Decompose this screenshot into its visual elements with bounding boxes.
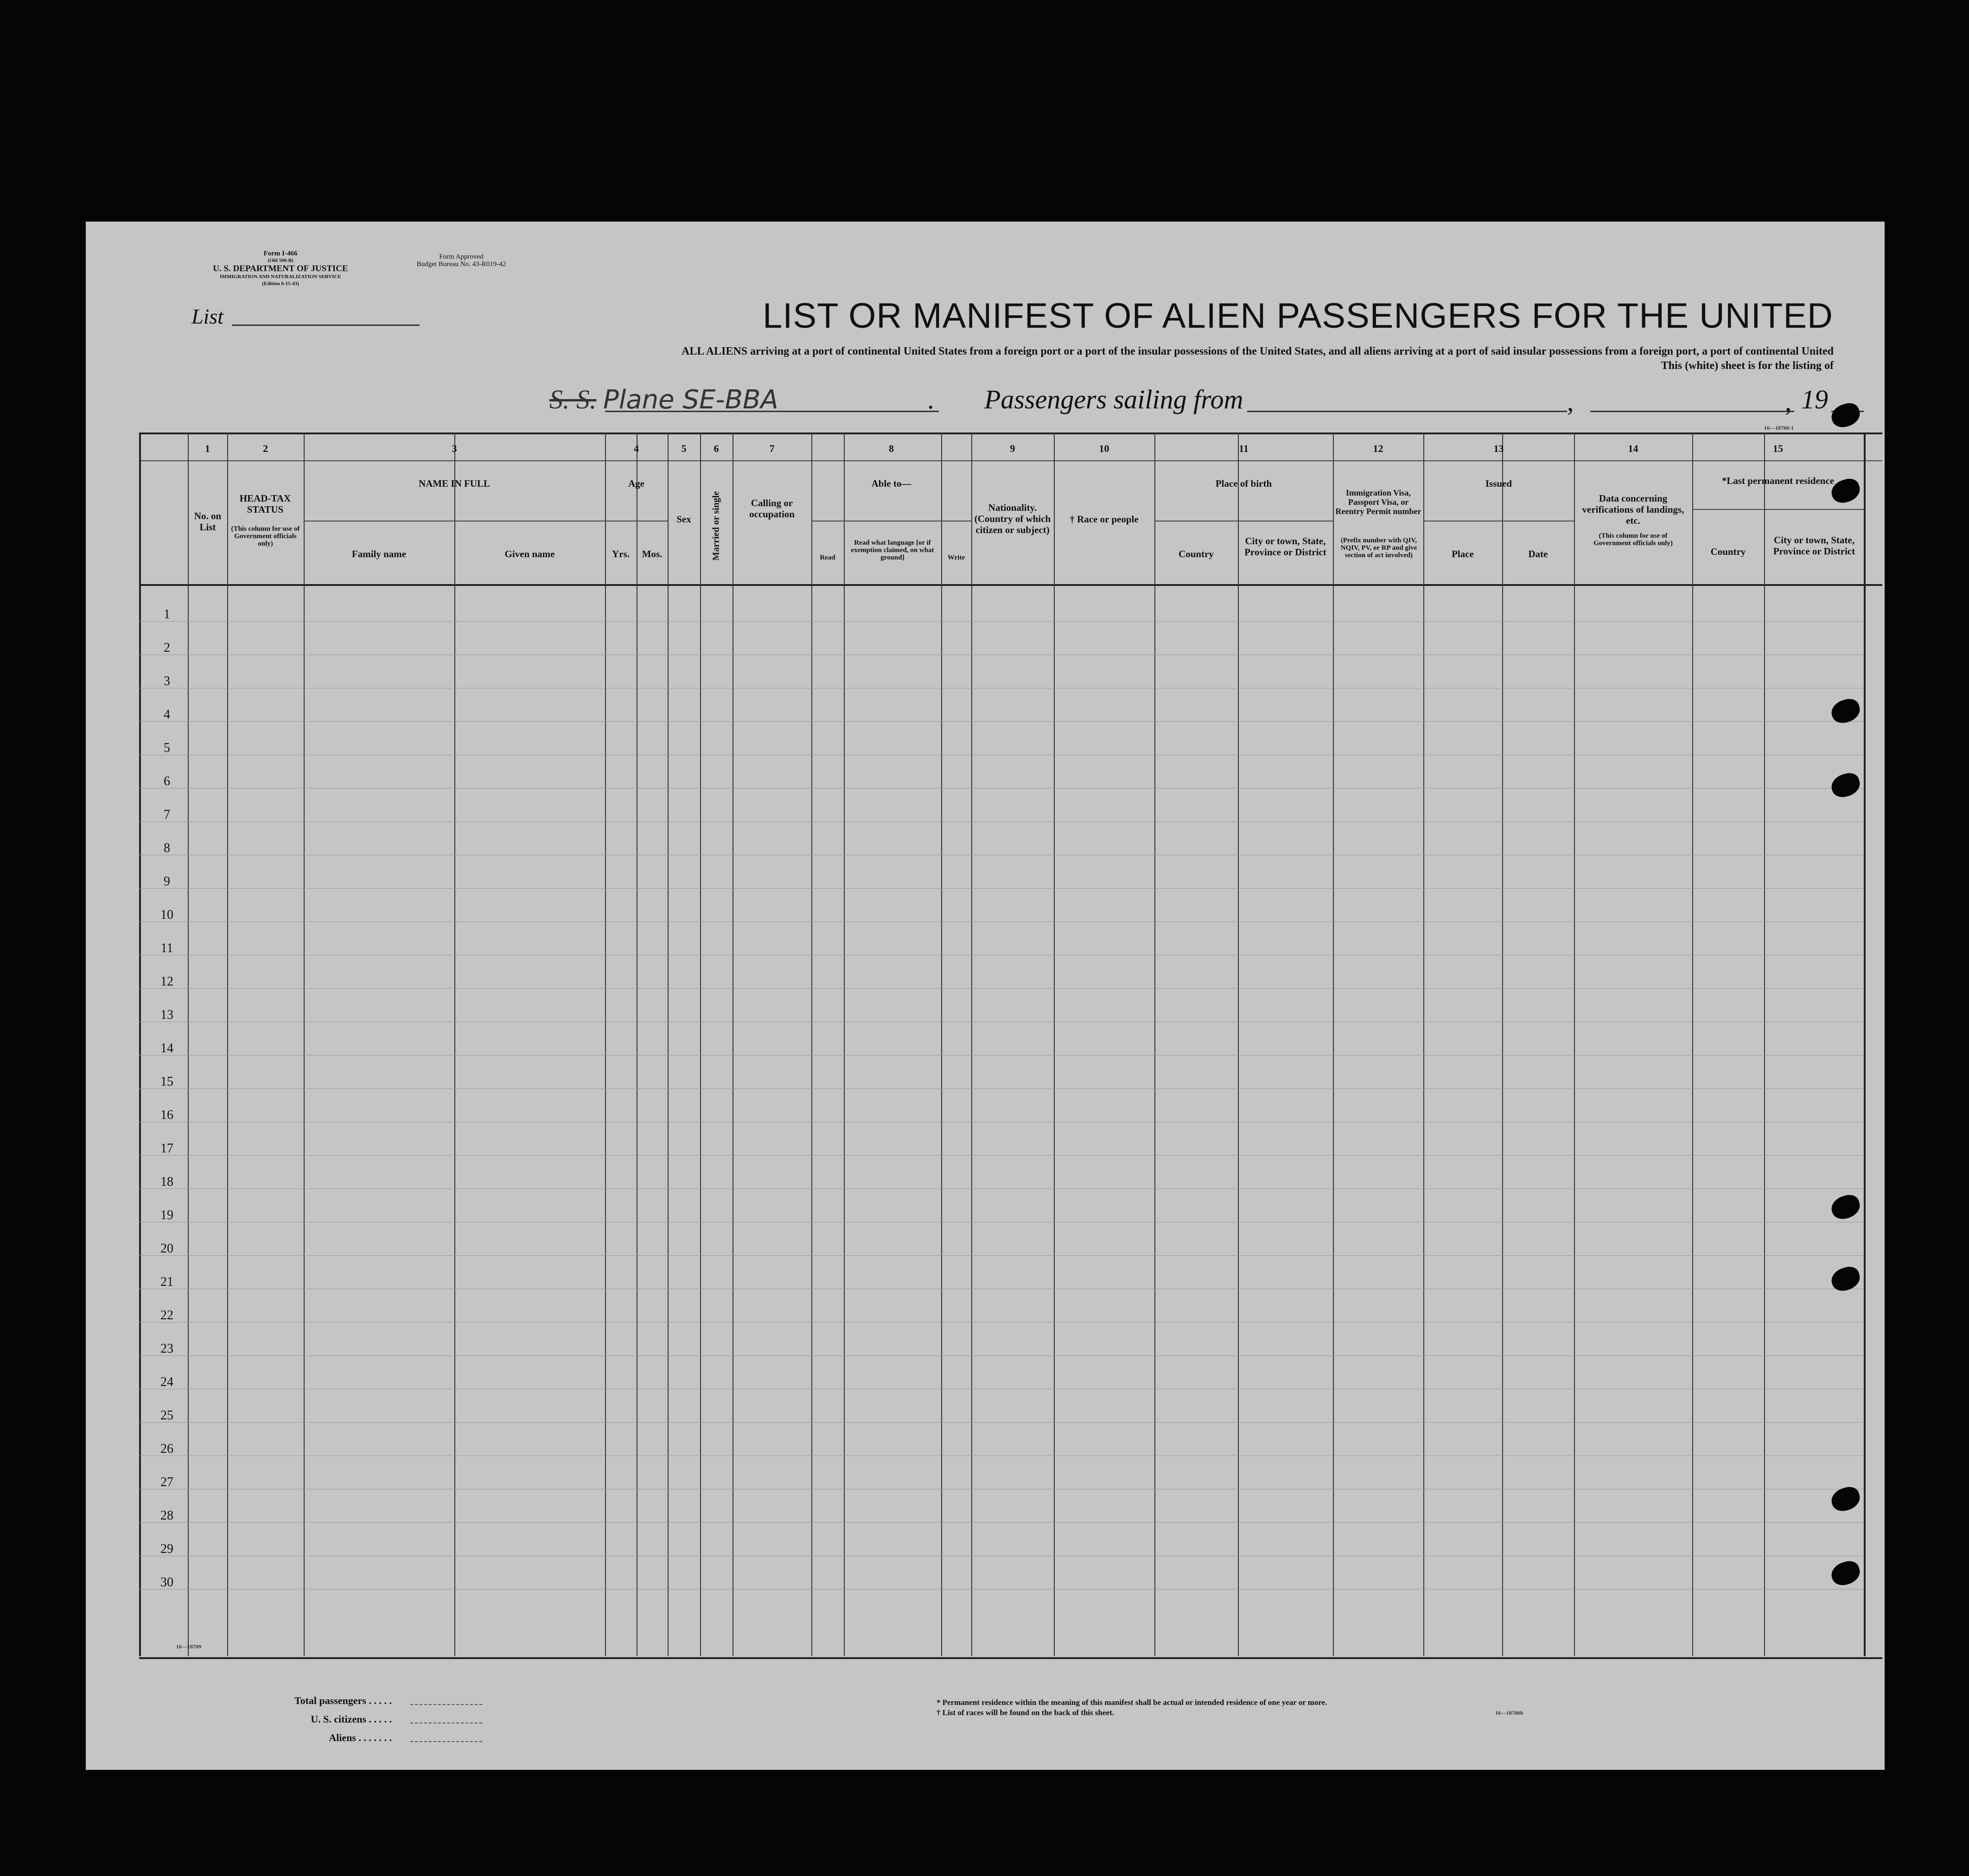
old-form-number: (Old 500-B) (268, 258, 293, 263)
header-head-tax: HEAD-TAX STATUS (239, 493, 291, 515)
manifest-table (139, 432, 1882, 1659)
col-divider (1333, 432, 1334, 1656)
table-row[interactable] (139, 1255, 1864, 1256)
row-number: 23 (160, 1342, 173, 1356)
header-head-tax-note: (This column for use of Government officials only) (231, 525, 300, 547)
header-sex: Sex (676, 514, 691, 525)
table-row[interactable] (139, 1522, 1864, 1523)
row-number: 1 (164, 607, 170, 622)
row-number: 2 (164, 641, 170, 655)
page-title: LIST OR MANIFEST OF ALIEN PASSENGERS FOR THE UNITED (763, 296, 1833, 336)
table-row[interactable] (139, 1422, 1864, 1423)
column-number-rule (139, 460, 1882, 461)
col-number-3: 3 (452, 443, 457, 454)
row-number: 18 (160, 1175, 173, 1189)
table-top-rule (139, 432, 1882, 434)
header-issued-date: Date (1528, 548, 1548, 560)
row-number: 8 (164, 841, 170, 855)
form-header (192, 250, 369, 287)
header-data-concerning: Data concerning verifications of landings, etc. (1582, 493, 1684, 526)
residence-subheader-rule (1692, 509, 1864, 510)
header-name-in-full: NAME IN FULL (418, 478, 490, 489)
manifest-sheet (86, 222, 1885, 1770)
list-label: List (191, 305, 224, 328)
col-number-8: 8 (889, 443, 894, 454)
col-number-4: 4 (634, 443, 639, 454)
col-number-5: 5 (681, 443, 687, 454)
col-divider (844, 432, 845, 1656)
col-number-1: 1 (205, 443, 210, 454)
col-divider (454, 432, 455, 1656)
col-number-2: 2 (263, 443, 268, 454)
us-citizens-text: U. S. citizens (311, 1713, 366, 1725)
table-row[interactable] (139, 1589, 1864, 1590)
subtitle-line-1: ALL ALIENS arriving at a port of continental United States from a foreign port or a port of the insular possessions of the United States, and all aliens arriving at a port of said insular possessions from a foreign port, a port of continental United (682, 345, 1834, 357)
col-divider (1423, 432, 1424, 1656)
header-age: Age (628, 478, 644, 489)
table-code: 16—18709 (176, 1643, 201, 1650)
total-passengers-field[interactable] (410, 1704, 482, 1705)
row-number: 15 (160, 1075, 173, 1089)
passengers-sailing-label: Passengers sailing from (984, 384, 1243, 414)
header-given-name: Given name (504, 548, 555, 560)
col-divider (971, 432, 972, 1656)
header-family-name: Family name (351, 548, 407, 560)
col-number-15: 15 (1773, 443, 1783, 454)
header-visa-note: (Prefix number with QIV, NQIV, PV, or RP and give section of act involved) (1340, 537, 1417, 559)
header-res-city: City or town, State, Province or District (1773, 534, 1855, 557)
table-row[interactable] (139, 1055, 1864, 1056)
comma-2: , (1785, 387, 1792, 417)
table-bottom-rule (139, 1657, 1882, 1659)
subtitle-line-2: This (white) sheet is for the listing of (1661, 360, 1834, 372)
row-number: 19 (160, 1208, 173, 1222)
table-row[interactable] (139, 788, 1864, 789)
col-divider (1692, 432, 1693, 1656)
col-divider (1574, 432, 1575, 1656)
header-bottom-rule (139, 584, 1882, 586)
header-race: † Race or people (1070, 514, 1139, 525)
aliens-text: Aliens (329, 1732, 356, 1743)
aliens-field[interactable] (410, 1741, 482, 1742)
footnote-races: † List of races will be found on the back of this sheet. (937, 1708, 1114, 1717)
form-number: Form I-466 (263, 250, 298, 257)
table-row[interactable] (139, 1155, 1864, 1156)
col-divider (941, 432, 942, 1656)
header-birth-city: City or town, State, Province or District (1244, 535, 1326, 558)
col-number-13: 13 (1493, 443, 1504, 454)
row-number: 9 (164, 874, 170, 889)
header-res-country: Country (1710, 546, 1746, 557)
total-passengers-label: Total passengers . . . . . (294, 1695, 392, 1706)
header-nationality: Nationality. (Country of which citizen or subject) (974, 502, 1051, 535)
header-issued: Issued (1485, 478, 1512, 489)
form-approved: Form Approved (439, 253, 484, 261)
row-number: 17 (160, 1141, 173, 1156)
col-number-11: 11 (1239, 443, 1249, 454)
row-number: 10 (160, 908, 173, 922)
vessel-line (549, 384, 778, 415)
table-row[interactable] (139, 1322, 1864, 1323)
header-place-of-birth: Place of birth (1215, 478, 1272, 489)
sailing-date-field[interactable] (1590, 411, 1794, 412)
service-name: IMMIGRATION AND NATURALIZATION SERVICE (220, 274, 341, 280)
row-number: 16 (160, 1108, 173, 1122)
col-edge-right (1864, 432, 1866, 1656)
corner-code: 16—18700-1 (1764, 425, 1794, 431)
row-number: 14 (160, 1041, 173, 1056)
col-divider (1764, 432, 1765, 1656)
table-row[interactable] (139, 821, 1864, 822)
col-edge-left (139, 432, 141, 1656)
footer-code: 16—18700b (1495, 1710, 1523, 1716)
row-number: 4 (164, 707, 170, 722)
row-number: 28 (160, 1508, 173, 1523)
header-mos: Mos. (642, 548, 663, 560)
table-row[interactable] (139, 1088, 1864, 1089)
department-name: U. S. DEPARTMENT OF JUSTICE (213, 264, 348, 273)
row-number: 20 (160, 1241, 173, 1256)
col-divider (605, 432, 606, 1656)
col-divider (1154, 432, 1155, 1656)
table-row[interactable] (139, 988, 1864, 989)
col-divider (1054, 432, 1055, 1656)
table-row[interactable] (139, 621, 1864, 622)
col-number-12: 12 (1373, 443, 1383, 454)
header-birth-country: Country (1179, 548, 1214, 560)
table-row[interactable] (139, 888, 1864, 889)
row-number: 3 (164, 674, 170, 688)
col-divider (188, 432, 189, 1656)
header-calling: Calling or occupation (749, 497, 795, 520)
col-divider (700, 432, 701, 1656)
approval-block (392, 253, 531, 268)
header-read: Read (820, 554, 835, 561)
budget-bureau: Budget Bureau No. 43-R019-42 (416, 261, 506, 268)
row-number: 6 (164, 774, 170, 789)
row-number: 12 (160, 974, 173, 989)
vessel-name[interactable]: Plane SE-BBA (603, 385, 778, 415)
header-read-language: Read what language [or if exemption claimed, on what ground] (851, 539, 934, 561)
col-number-10: 10 (1099, 443, 1109, 454)
edition: (Edition 6-15-43) (262, 281, 299, 286)
col-divider (304, 432, 305, 1656)
row-number: 25 (160, 1408, 173, 1423)
row-number: 27 (160, 1475, 173, 1489)
header-issued-place: Place (1452, 548, 1474, 560)
table-row[interactable] (139, 1355, 1864, 1356)
table-row[interactable] (139, 721, 1864, 722)
header-visa: Immigration Visa, Passport Visa, or Reentry Permit number (1335, 488, 1421, 516)
year-prefix: 19 (1801, 384, 1828, 414)
col-divider (811, 432, 812, 1656)
col-divider (1238, 432, 1239, 1656)
aliens-label: Aliens . . . . . . . (329, 1732, 392, 1743)
row-number: 24 (160, 1375, 173, 1389)
comma: , (1567, 387, 1574, 417)
row-number: 26 (160, 1442, 173, 1456)
col-divider (1502, 432, 1503, 1656)
col-number-6: 6 (714, 443, 719, 454)
col-divider (668, 432, 669, 1656)
period: . (927, 384, 934, 414)
header-yrs: Yrs. (612, 548, 630, 560)
row-number: 22 (160, 1308, 173, 1323)
header-able-to: Able to— (871, 478, 911, 489)
row-number: 5 (164, 741, 170, 755)
row-number: 7 (164, 808, 170, 822)
row-number: 30 (160, 1575, 173, 1590)
header-write: Write (947, 554, 965, 561)
ss-prefix: S. S. (549, 384, 597, 414)
header-married-single: Married or single (711, 491, 721, 561)
header-no-on-list: No. on List (194, 510, 222, 533)
header-last-residence: *Last permanent residence (1721, 475, 1835, 486)
vessel-name-line (605, 411, 939, 412)
sailing-port-field[interactable] (1247, 411, 1567, 412)
row-number: 29 (160, 1542, 173, 1556)
col-number-9: 9 (1010, 443, 1015, 454)
total-passengers-text: Total passengers (294, 1695, 366, 1706)
footnote-residence: * Permanent residence within the meaning of this manifest shall be actual or intended residence of one year or more. (937, 1698, 1327, 1707)
col-number-7: 7 (769, 443, 775, 454)
row-number: 21 (160, 1275, 173, 1289)
col-number-14: 14 (1628, 443, 1638, 454)
col-divider (227, 432, 228, 1656)
row-number: 11 (160, 941, 173, 955)
header-data-note: (This column for use of Government officials only) (1593, 532, 1673, 547)
list-number-field[interactable] (232, 324, 420, 326)
row-number: 13 (160, 1008, 173, 1022)
us-citizens-label: U. S. citizens . . . . . (311, 1713, 392, 1725)
